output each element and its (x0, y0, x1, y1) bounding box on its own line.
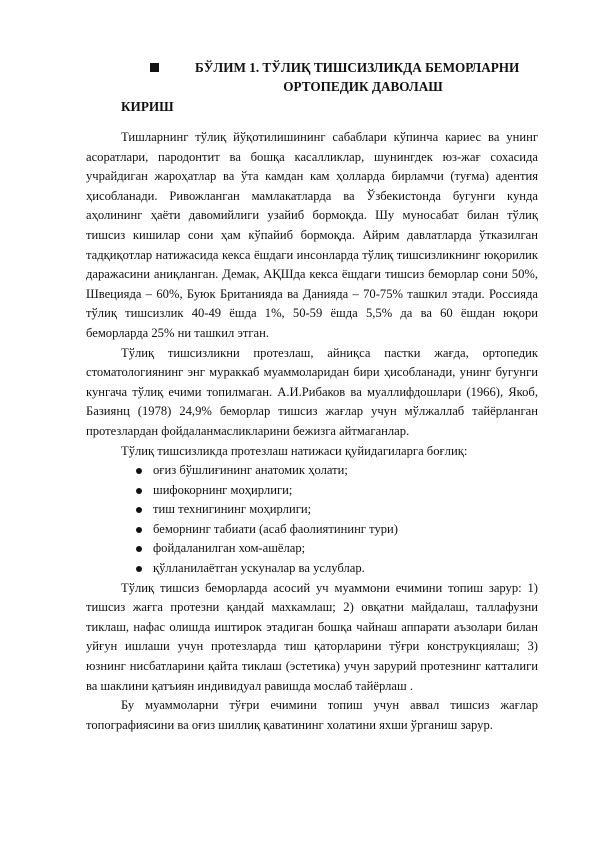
factor-list (86, 461, 538, 579)
list-item: шифокорнинг моҳирлиги; (136, 481, 538, 501)
square-bullet-icon (150, 63, 159, 72)
paragraph-5: Бу муаммоларни тўғри ечимини топиш учун аввал тишсиз жағлар топографиясини ва оғиз шиллиқ қаватининг холатини яхши ўрганиш зарур. (86, 698, 538, 732)
list-item: фойдаланилган хом-ашёлар; (136, 539, 538, 559)
bullet-icon (136, 527, 142, 533)
section-heading: КИРИШ (121, 99, 174, 114)
list-item: беморнинг табиати (асаб фаолиятининг тури) (136, 520, 538, 540)
list-item: қўлланилаётган ускуналар ва услублар. (136, 559, 538, 579)
list-item: оғиз бўшлиғининг анатомик ҳолати; (136, 461, 538, 481)
chapter-title-line2: ОРТОПЕДИК ДАВОЛАШ (283, 79, 443, 94)
paragraph-2: Тўлиқ тишсизликни протезлаш, айниқса пастки жағда, ортопедик стоматологиянинг энг мураккаб муаммоларидан бири ҳисобланади, унинг бугунги кунгача тўлиқ ечими топилмаган. А.И.Рибаков ва муаллифдошлари (1966), Якоб, Базиянц (1978) 24,9% беморлар тишсиз жағлар учун мўлжаллаб тайёрланган протезлардан фойдаланмасликларини бежизга айтмаганлар. (86, 345, 538, 438)
body-text (86, 128, 538, 735)
bullet-icon (136, 488, 142, 494)
bullet-icon (136, 507, 142, 513)
paragraph-4: Тўлиқ тишсиз беморларда асосий уч муаммони ечимини топиш зарур: 1) тишсиз жағга протезни қандай махкамлаш; 2) овқатни майдалаш, таллафузни тиклаш, нафас олишда иштирок этадиган бошқа чайнаш аппарати аъзолари билан уйғун ишлаши учун протезларда тиш қаторларини тўғри конструкциялаш; 3) юзнинг нисбатларини қайта тиклаш (эстетика) учун зарурий протезнинг катталиги ва шаклини қатъиян индивидуал равишда мослаб тайёрлаш . (86, 580, 538, 693)
paragraph-3: Тўлиқ тишсизликда протезлаш натижаси қуйидагиларга боғлиқ: (121, 443, 468, 458)
bullet-icon (136, 566, 142, 572)
list-item: тиш технигининг моҳирлиги; (136, 500, 538, 520)
bullet-icon (136, 468, 142, 474)
chapter-title-line1: БЎЛИМ 1. ТЎЛИҚ ТИШСИЗЛИКДА БЕМОРЛАРНИ (195, 60, 520, 75)
paragraph-1: Тишларнинг тўлиқ йўқотилишининг сабаблари кўпинча кариес ва унинг асоратлари, пародонтит ва бошқа касалликлар, шунингдек юз-жағ сохасида учрайдиган жароҳатлар ва ўта камдан кам ҳолларда бирламчи (туғма) адентия ҳисобланади. Ривожланган мамлакатларда ва Ўзбекистонда бугунги кунда аҳолининг ҳаёти давомийлиги узайиб бормоқда. Шу муносабат билан тўлиқ тишсиз кишилар сони ҳам кўпайиб бормоқда. Айрим давлатларда ўтказилган тадқиқотлар натижасида кекса ёшдаги инсонларда тўлиқ тишсизликнинг юқорилик даражасини аниқланган. Демак, АҚШда кекса ёшдаги тишсиз беморлар сони 50%, Швецияда – 60%, Буюк Британияда ва Данияда – 70-75% ташкил этади. Россияда тўлиқ тишсизлик 40-49 ёшда 1%, 50-59 ёшда 5,5% да ва 60 ёшдан юқори беморларда 25% ни ташкил этган. (86, 130, 538, 340)
chapter-title (150, 58, 580, 96)
bullet-icon (136, 546, 142, 552)
